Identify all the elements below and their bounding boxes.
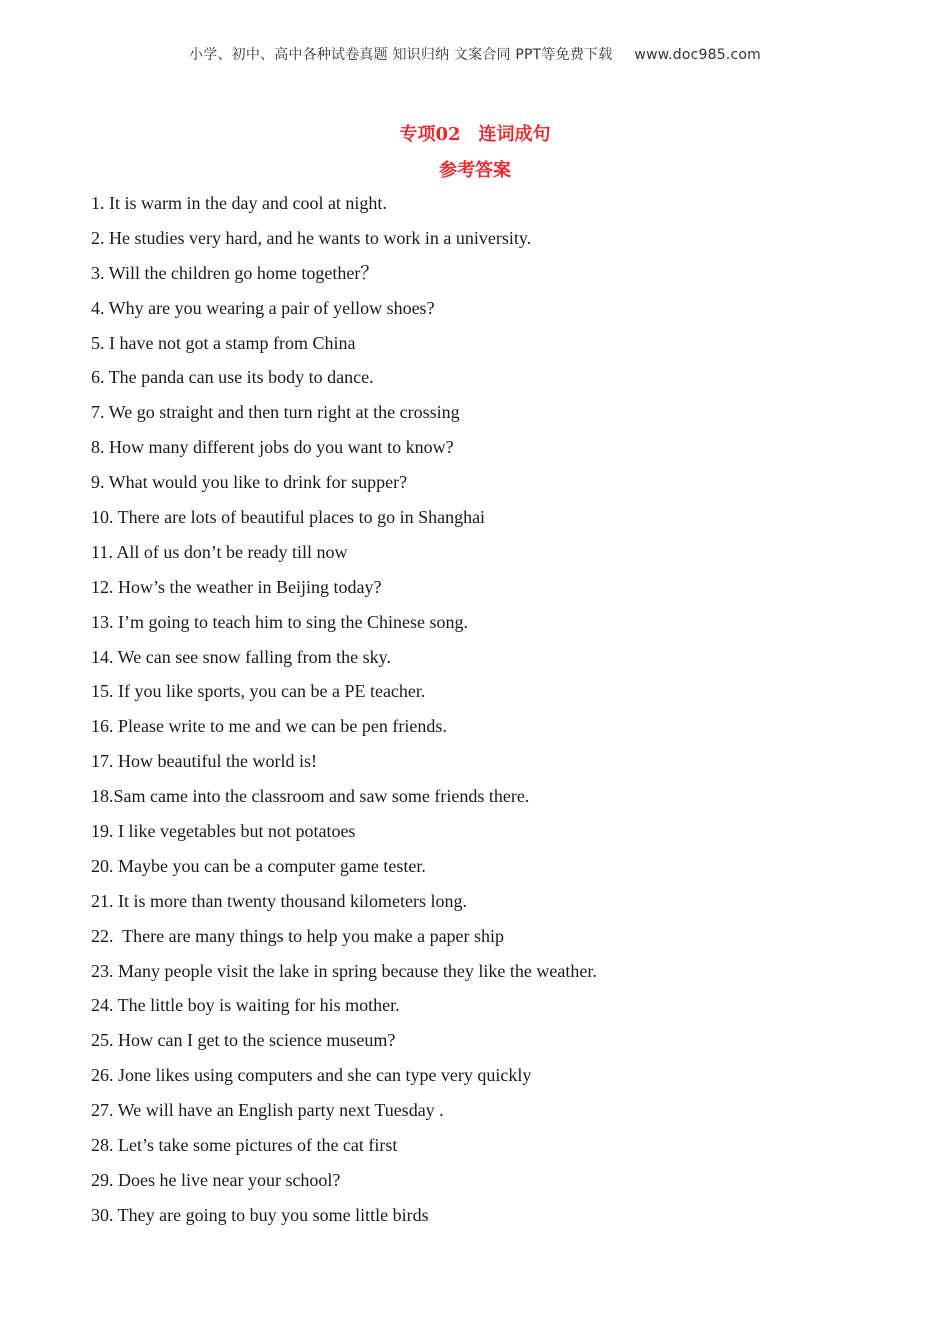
answer-item: 5. I have not got a stamp from China [91, 332, 356, 353]
answer-item: 9. What would you like to drink for supper? [91, 472, 408, 493]
section-title-prefix: 专项02 [399, 124, 461, 145]
answer-item: 16. Please write to me and we can be pen friends. [91, 716, 447, 737]
answer-item: 19. I like vegetables but not potatoes [91, 821, 356, 842]
answer-item: 25. How can I get to the science museum? [91, 1030, 396, 1051]
answer-item: 8. How many different jobs do you want to know? [91, 437, 454, 458]
answer-item: 21. It is more than twenty thousand kilometers long. [91, 890, 467, 911]
answer-item: 6. The panda can use its body to dance. [91, 367, 374, 388]
answer-item: 15. If you like sports, you can be a PE teacher. [91, 681, 426, 702]
answer-item: 11. All of us don’t be ready till now [91, 541, 348, 562]
answer-item: 26. Jone likes using computers and she can type very quickly [91, 1065, 532, 1086]
answer-list [91, 189, 597, 1236]
section-title-main: 连词成句 [478, 124, 551, 145]
answer-item: 30. They are going to buy you some little birds [91, 1204, 429, 1225]
answer-item: 14. We can see snow falling from the sky. [91, 646, 391, 667]
answer-item: 28. Let’s take some pictures of the cat first [91, 1135, 398, 1156]
answer-item: 12. How’s the weather in Beijing today? [91, 576, 382, 597]
answer-item: 29. Does he live near your school? [91, 1169, 341, 1190]
answer-item: 18.Sam came into the classroom and saw some friends there. [91, 786, 530, 807]
answer-item: 2. He studies very hard, and he wants to work in a university. [91, 227, 532, 248]
header-site-link[interactable]: www.doc985.com [634, 47, 761, 63]
answer-item: 10. There are lots of beautiful places to go in Shanghai [91, 507, 486, 528]
header-text: 小学、初中、高中各种试卷真题 知识归纳 文案合同 PPT等免费下载 [189, 47, 613, 63]
answer-item: 27. We will have an English party next Tuesday . [91, 1100, 444, 1121]
answer-item: 17. How beautiful the world is! [91, 751, 317, 772]
answer-item: 20. Maybe you can be a computer game tester. [91, 855, 426, 876]
answer-item: 22. There are many things to help you make a paper ship [91, 925, 505, 946]
answer-item: 3. Will the children go home together？ [91, 262, 379, 283]
page-header [0, 44, 950, 64]
answer-item: 4. Why are you wearing a pair of yellow shoes? [91, 297, 435, 318]
answer-item: 1. It is warm in the day and cool at night. [91, 193, 387, 213]
answer-item: 23. Many people visit the lake in spring because they like the weather. [91, 960, 597, 981]
answer-item: 7. We go straight and then turn right at the crossing [91, 402, 460, 423]
answer-item: 13. I’m going to teach him to sing the Chinese song. [91, 611, 468, 632]
section-title [0, 120, 950, 146]
answer-item: 24. The little boy is waiting for his mother. [91, 995, 400, 1016]
answer-key-heading: 参考答案 [439, 160, 511, 181]
